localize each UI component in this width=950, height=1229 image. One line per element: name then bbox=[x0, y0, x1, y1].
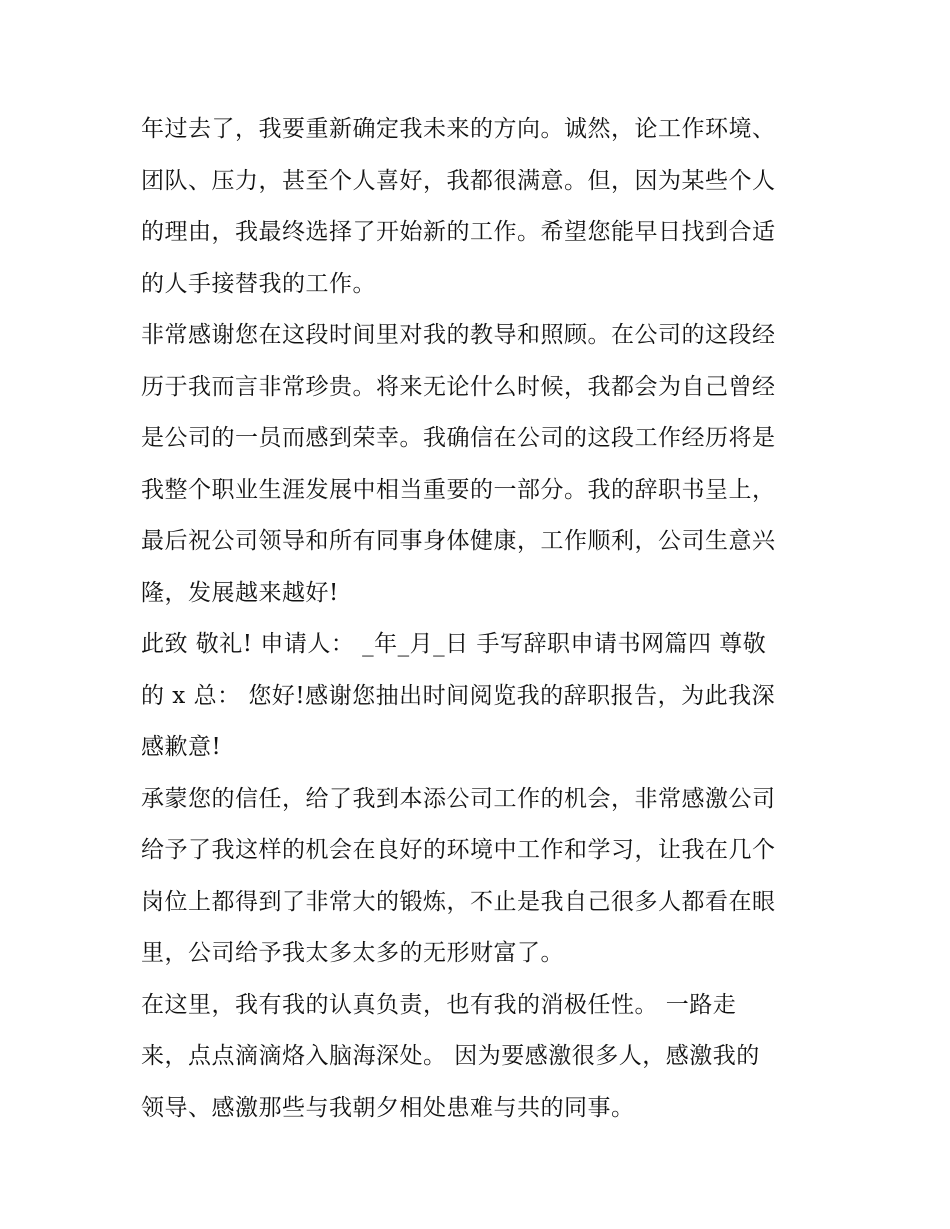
text-line: 在这里，我有我的认真负责，也有我的消极任性。 一路走 bbox=[141, 991, 737, 1018]
text-line: 团队、压力，甚至个人喜好，我都很满意。但，因为某些个人 bbox=[141, 167, 776, 194]
text-line: 的人手接替我的工作。 bbox=[141, 270, 376, 297]
document-body bbox=[141, 104, 811, 1134]
text-line: 此致 敬礼! 申请人： _年_月_日 手写辞职申请书网篇四 尊敬 bbox=[141, 631, 767, 657]
text-line: 我整个职业生涯发展中相当重要的一部分。我的辞职书呈上， bbox=[141, 476, 776, 503]
text-line: 岗位上都得到了非常大的锻炼，不止是我自己很多人都看在眼 bbox=[141, 888, 776, 915]
text-line: 感歉意! bbox=[141, 734, 222, 760]
text-line: 来，点点滴滴烙入脑海深处。 因为要感激很多人，感激我的 bbox=[141, 1043, 760, 1069]
text-line: 的 x 总： 您好!感谢您抽出时间阅览我的辞职报告，为此我深 bbox=[141, 682, 776, 709]
text-line: 领导、感激那些与我朝夕相处患难与共的同事。 bbox=[141, 1094, 635, 1121]
text-line: 承蒙您的信任，给了我到本添公司工作的机会，非常感激公司 bbox=[141, 785, 776, 812]
text-line: 历于我而言非常珍贵。将来无论什么时候，我都会为自己曾经 bbox=[141, 373, 776, 400]
text-line: 隆，发展越来越好! bbox=[141, 579, 339, 606]
text-line: 年过去了，我要重新确定我未来的方向。诚然，论工作环境、 bbox=[141, 116, 776, 142]
text-line: 是公司的一员而感到荣幸。我确信在公司的这段工作经历将是 bbox=[141, 425, 776, 451]
text-line: 里，公司给予我太多太多的无形财富了。 bbox=[141, 940, 564, 966]
text-line: 给予了我这样的机会在良好的环境中工作和学习，让我在几个 bbox=[141, 837, 776, 863]
text-line: 的理由，我最终选择了开始新的工作。希望您能早日找到合适 bbox=[141, 219, 776, 245]
text-line: 非常感谢您在这段时间里对我的教导和照顾。在公司的这段经 bbox=[141, 322, 776, 348]
text-line: 最后祝公司领导和所有同事身体健康，工作顺利，公司生意兴 bbox=[141, 528, 776, 554]
